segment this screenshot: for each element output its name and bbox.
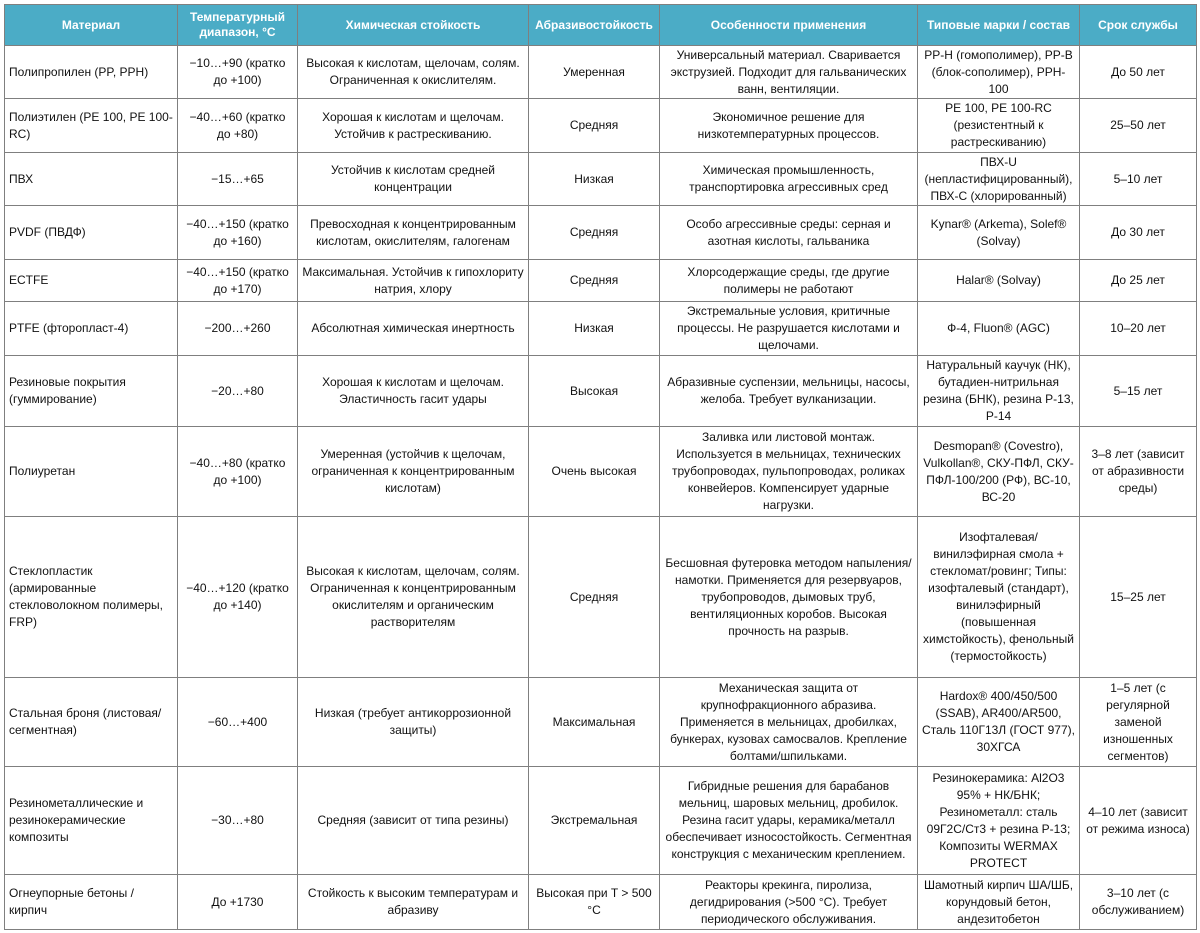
table-row [5,678,1197,767]
cell-chemical-resistance: Абсолютная химическая инертность [298,302,529,356]
cell-grades: Шамотный кирпич ША/ШБ, корундовый бетон, андезитобетон [918,875,1080,930]
cell-material: Огнеупорные бетоны / кирпич [5,875,178,930]
cell-material: PVDF (ПВДФ) [5,206,178,260]
cell-material: ECTFE [5,260,178,302]
cell-temperature: −15…+65 [178,153,298,206]
cell-service-life: 15–25 лет [1080,517,1197,678]
cell-abrasion-resistance: Высокая [529,356,660,427]
cell-chemical-resistance: Превосходная к концентрированным кислотам, окислителям, галогенам [298,206,529,260]
table-row [5,356,1197,427]
table-row [5,99,1197,153]
table-row [5,517,1197,678]
cell-material: Стальная броня (листовая/сегментная) [5,678,178,767]
cell-temperature: −40…+150 (кратко до +170) [178,260,298,302]
cell-chemical-resistance: Умеренная (устойчив к щелочам, ограниченная к концентрированным кислотам) [298,427,529,517]
cell-material: Стеклопластик (армированные стекловолокном полимеры, FRP) [5,517,178,678]
cell-grades: Hardox® 400/450/500 (SSAB), AR400/AR500, Сталь 110Г13Л (ГОСТ 977), 30ХГСА [918,678,1080,767]
cell-temperature: −40…+60 (кратко до +80) [178,99,298,153]
table-row [5,302,1197,356]
cell-material: PTFE (фторопласт-4) [5,302,178,356]
table-row [5,206,1197,260]
cell-application: Хлорсодержащие среды, где другие полимеры не работают [660,260,918,302]
cell-service-life: 1–5 лет (с регулярной заменой изношенных сегментов) [1080,678,1197,767]
cell-application: Экстремальные условия, критичные процессы. Не разрушается кислотами и щелочами. [660,302,918,356]
cell-service-life: 4–10 лет (зависит от режима износа) [1080,767,1197,875]
header-col-application: Особенности применения [660,5,918,46]
cell-application: Химическая промышленность, транспортировка агрессивных сред [660,153,918,206]
cell-abrasion-resistance: Экстремальная [529,767,660,875]
cell-material: Полиуретан [5,427,178,517]
cell-application: Реакторы крекинга, пиролиза, дегидрирования (>500 °C). Требует периодического обслуживания. [660,875,918,930]
cell-chemical-resistance: Высокая к кислотам, щелочам, солям. Ограниченная к концентрированным окислителям и органическим растворителям [298,517,529,678]
cell-application: Бесшовная футеровка методом напыления/намотки. Применяется для резервуаров, трубопроводов, дымовых труб, вентиляционных коробов. Высокая прочность на разрыв. [660,517,918,678]
cell-application: Механическая защита от крупнофракционного абразива. Применяется в мельницах, дробилках, бункерах, кузовах самосвалов. Крепление болтами/шпильками. [660,678,918,767]
cell-application: Гибридные решения для барабанов мельниц, шаровых мельниц, дробилок. Резина гасит удары, керамика/металл обеспечивает износостойкость. Сегментная конструкция с механическим креплением. [660,767,918,875]
header-col-grades: Типовые марки / состав [918,5,1080,46]
header-col-chemical-resistance: Химическая стойкость [298,5,529,46]
table-row [5,153,1197,206]
header-col-service-life: Срок службы [1080,5,1197,46]
cell-grades: Изофталевая/винилэфирная смола + стекломат/ровинг; Типы: изофталевый (стандарт), винилэфирный (повышенная химстойкость), фенольный (термостойкость) [918,517,1080,678]
cell-abrasion-resistance: Средняя [529,99,660,153]
cell-service-life: 5–15 лет [1080,356,1197,427]
header-col-abrasion-resistance: Абразивостойкость [529,5,660,46]
cell-service-life: До 50 лет [1080,46,1197,99]
cell-temperature: −30…+80 [178,767,298,875]
cell-abrasion-resistance: Низкая [529,153,660,206]
cell-temperature: −20…+80 [178,356,298,427]
cell-grades: PP-H (гомополимер), PP-B (блок-сополимер), PPH-100 [918,46,1080,99]
cell-abrasion-resistance: Средняя [529,206,660,260]
cell-application: Заливка или листовой монтаж. Используется в мельницах, технических трубопроводах, пульпопроводах, роликах конвейеров. Компенсирует ударные нагрузки. [660,427,918,517]
cell-application: Экономичное решение для низкотемпературных процессов. [660,99,918,153]
cell-abrasion-resistance: Очень высокая [529,427,660,517]
cell-grades: Натуральный каучук (НК), бутадиен-нитрильная резина (БНК), резина Р-13, Р-14 [918,356,1080,427]
cell-grades: PE 100, PE 100-RC (резистентный к растрескиванию) [918,99,1080,153]
cell-grades: Desmopan® (Covestro), Vulkollan®, СКУ-ПФЛ, СКУ-ПФЛ-100/200 (РФ), ВС-10, ВС-20 [918,427,1080,517]
cell-chemical-resistance: Высокая к кислотам, щелочам, солям. Ограниченная к окислителям. [298,46,529,99]
cell-material: Полиэтилен (PE 100, PE 100-RC) [5,99,178,153]
cell-material: Полипропилен (PP, PPH) [5,46,178,99]
cell-grades: Halar® (Solvay) [918,260,1080,302]
cell-chemical-resistance: Хорошая к кислотам и щелочам. Устойчив к растрескиванию. [298,99,529,153]
cell-chemical-resistance: Хорошая к кислотам и щелочам. Эластичность гасит удары [298,356,529,427]
table-row [5,767,1197,875]
cell-temperature: −200…+260 [178,302,298,356]
cell-abrasion-resistance: Умеренная [529,46,660,99]
cell-grades: Kynar® (Arkema), Solef® (Solvay) [918,206,1080,260]
cell-service-life: 3–10 лет (с обслуживанием) [1080,875,1197,930]
cell-grades: Ф-4, Fluon® (AGC) [918,302,1080,356]
cell-application: Универсальный материал. Сваривается экструзией. Подходит для гальванических ванн, вентиляции. [660,46,918,99]
header-col-material: Материал [5,5,178,46]
cell-application: Абразивные суспензии, мельницы, насосы, желоба. Требует вулканизации. [660,356,918,427]
cell-temperature: −40…+150 (кратко до +160) [178,206,298,260]
table-body [5,46,1197,930]
cell-material: Резинометаллические и резинокерамические композиты [5,767,178,875]
cell-material: ПВХ [5,153,178,206]
table-header-row [5,5,1197,46]
cell-abrasion-resistance: Высокая при T > 500 °C [529,875,660,930]
cell-chemical-resistance: Устойчив к кислотам средней концентрации [298,153,529,206]
header-col-temperature: Температурный диапазон, °С [178,5,298,46]
cell-abrasion-resistance: Низкая [529,302,660,356]
cell-temperature: До +1730 [178,875,298,930]
materials-comparison-table [4,4,1197,930]
table-row [5,875,1197,930]
cell-abrasion-resistance: Максимальная [529,678,660,767]
cell-service-life: 5–10 лет [1080,153,1197,206]
table-row [5,46,1197,99]
cell-temperature: −40…+120 (кратко до +140) [178,517,298,678]
cell-material: Резиновые покрытия (гуммирование) [5,356,178,427]
cell-chemical-resistance: Низкая (требует антикоррозионной защиты) [298,678,529,767]
cell-grades: Резинокерамика: Al2O3 95% + НК/БНК; Резинометалл: сталь 09Г2С/Ст3 + резина Р-13; Композиты WERMAX PROTECT [918,767,1080,875]
cell-grades: ПВХ-U (непластифицированный), ПВХ-С (хлорированный) [918,153,1080,206]
cell-service-life: 3–8 лет (зависит от абразивности среды) [1080,427,1197,517]
cell-service-life: 25–50 лет [1080,99,1197,153]
cell-temperature: −40…+80 (кратко до +100) [178,427,298,517]
cell-chemical-resistance: Максимальная. Устойчив к гипохлориту натрия, хлору [298,260,529,302]
cell-service-life: До 25 лет [1080,260,1197,302]
cell-chemical-resistance: Средняя (зависит от типа резины) [298,767,529,875]
table-row [5,427,1197,517]
cell-chemical-resistance: Стойкость к высоким температурам и абразиву [298,875,529,930]
cell-temperature: −60…+400 [178,678,298,767]
table-row [5,260,1197,302]
cell-service-life: 10–20 лет [1080,302,1197,356]
cell-temperature: −10…+90 (кратко до +100) [178,46,298,99]
cell-abrasion-resistance: Средняя [529,260,660,302]
cell-service-life: До 30 лет [1080,206,1197,260]
cell-abrasion-resistance: Средняя [529,517,660,678]
cell-application: Особо агрессивные среды: серная и азотная кислоты, гальваника [660,206,918,260]
